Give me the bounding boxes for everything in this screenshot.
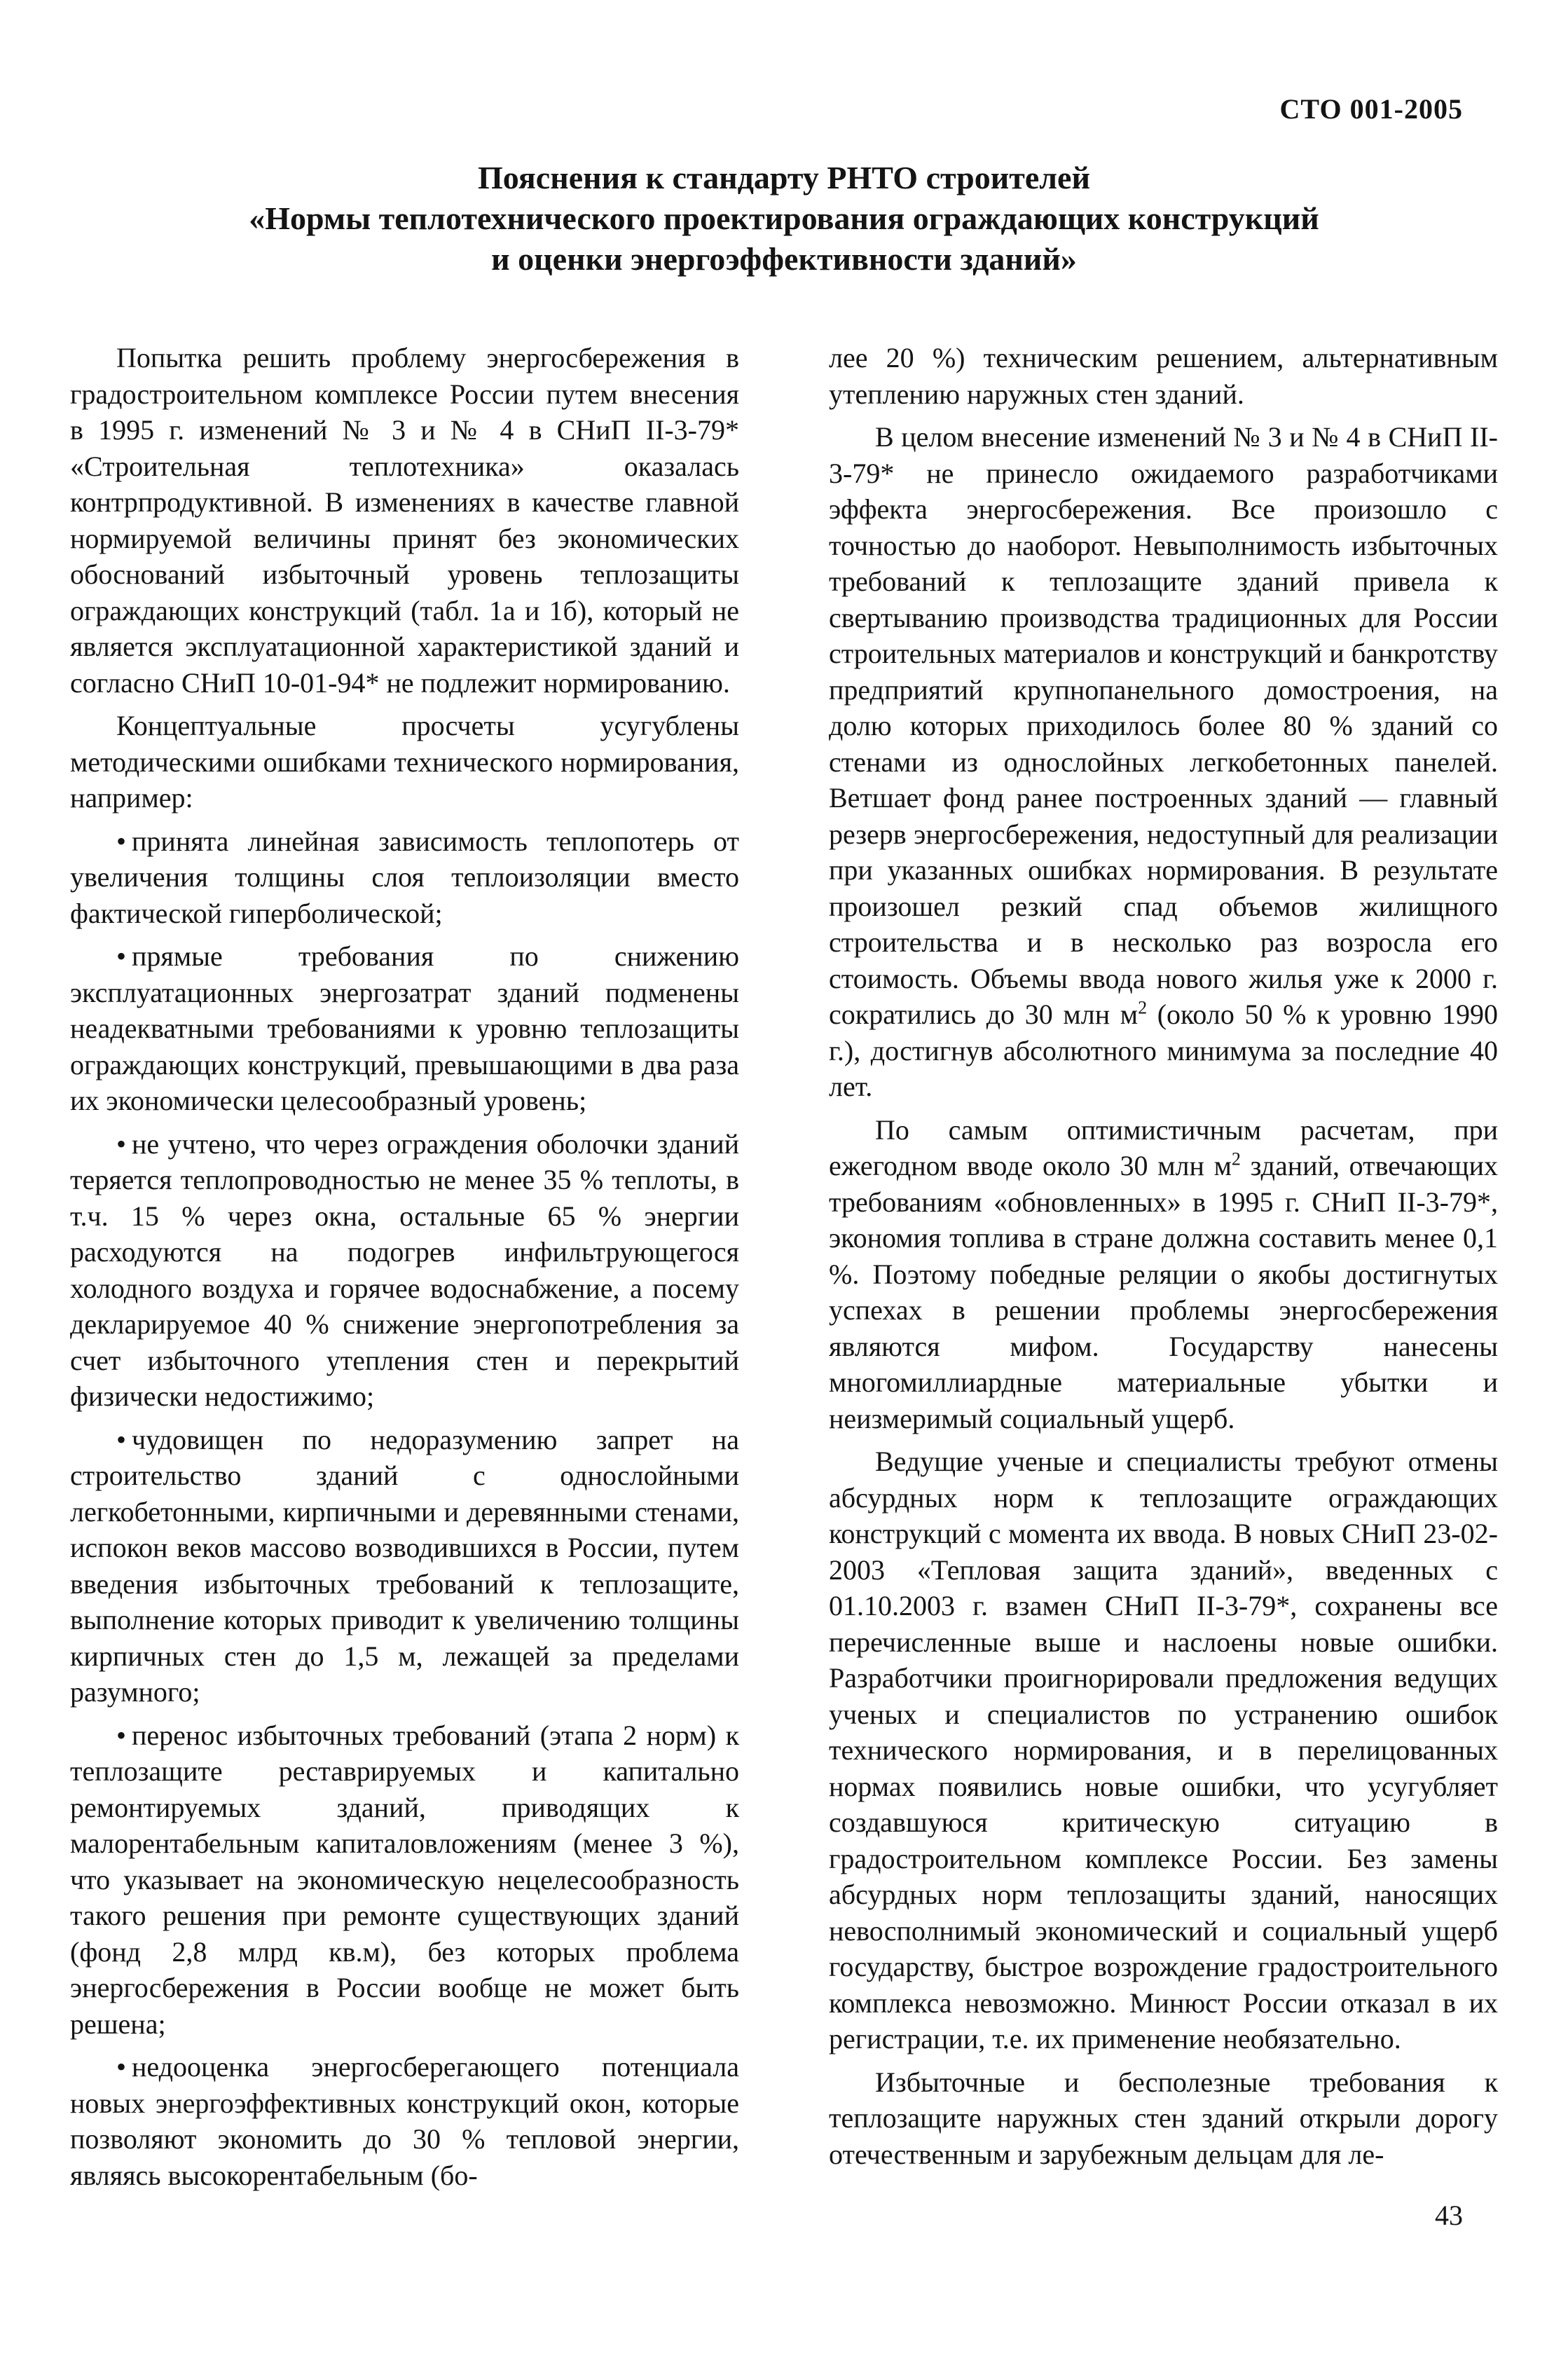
list-item (70, 823, 739, 932)
list-item-text: недооценка энергосберегающего потенциала новых энергоэффективных конструкций окон, которые позволяют экономить до 30 % тепловой энергии, являясь высокорентабельным (бо- (70, 2051, 739, 2191)
superscript: 2 (1138, 997, 1148, 1018)
superscript: 2 (1231, 1148, 1241, 1169)
list-item-text: перенос избыточных требований (этапа 2 норм) к теплозащите реставрируемых и капитально ремонтируемых зданий, приводящих к малорентабельным капиталовложениям (менее 3 %), что указывает на экономическую нецелесообразность такого решения при ремонте существующих зданий (фонд 2,8 млрд кв.м), без которых проблема энергосбережения в России вообще не может быть решена; (70, 1719, 739, 2040)
text-columns (70, 340, 1499, 2191)
list-item-text: принята линейная зависимость теплопотерь от увеличения толщины слоя теплоизоляции вместо фактической гиперболической; (70, 825, 739, 929)
bullet-icon: • (116, 1127, 127, 1160)
bullet-icon: • (116, 1423, 127, 1455)
title-line-1: Пояснения к стандарту РНТО строителей (478, 160, 1090, 195)
list-item (70, 1422, 739, 1710)
right-column (829, 340, 1499, 2170)
paragraph-continuation: лее 20 %) техническим решением, альтернативным утеплению наружных стен зданий. (829, 342, 1498, 410)
list-item-text: прямые требования по снижению эксплуатационных энергозатрат зданий подменены неадекватными требованиями к уровню теплозащиты ограждающих конструкций, превышающими в два раза их экономически целесообразный уровень; (70, 940, 739, 1116)
paragraph-text: В целом внесение изменений № 3 и № 4 в СНиП II-3-79* не принесло ожидаемого разработчиками эффекта энергосбережения. Все произошло с точностью до наоборот. Невыполнимость избыточных требований к теплозащите зданий привела к свертыванию производства традиционных для России строительных материалов и конструкций и банкротству предприятий крупнопанельного домостроения, на долю которых приходилось более 80 % зданий со стенами из однослойных легкобетонных панелей. Ветшает фонд ранее построенных зданий — главный резерв энергосбережения, недоступный для реализации при указанных ошибках нормирования. В результате произошел резкий спад объемов жилищного строительства и в несколько раз возросла его стоимость. Объемы ввода нового жилья уже к 2000 г. сократились до 30 млн м (829, 421, 1498, 1030)
paragraph: Попытка решить проблему энергосбережения в градостроительном комплексе России путем внесения в 1995 г. изменений № 3 и № 4 в СНиП II-3-79* «Строительная теплотехника» оказалась контрпродуктивной. В изменениях в качестве главной нормируемой величины принят без экономических обоснований избыточный уровень теплозащиты ограждающих конструкций (табл. 1а и 1б), который не является эксплуатационной характеристикой зданий и согласно СНиП 10-01-94* не подлежит нормированию. (70, 342, 739, 699)
paragraph: Концептуальные просчеты усугублены методическими ошибками технического нормирования, например: (70, 710, 739, 814)
list-item-text: не учтено, что через ограждения оболочки зданий теряется теплопроводностью не менее 35 % теплоты, в т.ч. 15 % через окна, остальные 65 % энергии расходуются на подогрев инфильтрующегося холодного воздуха и горячее водоснабжение, а посему декларируемое 40 % снижение энергопотребления за счет избыточного утепления стен и перекрытий физически недостижимо; (70, 1127, 739, 1412)
page-number: 43 (1435, 2200, 1463, 2231)
bullet-icon: • (116, 825, 127, 857)
paragraph-text: По самым оптимистичным расчетам, при ежегодном вводе около 30 млн м (829, 1113, 1498, 1181)
paragraph (829, 419, 1498, 1105)
paragraph (829, 1112, 1498, 1437)
left-column (70, 340, 739, 2191)
list-item (70, 1717, 739, 2043)
paragraph-text: (около 50 % к уровню 1990 г.), достигнув абсолютного минимума за последние 40 лет. (829, 999, 1498, 1102)
title-line-3: и оценки энергоэффективности зданий» (491, 241, 1077, 277)
paragraph: Избыточные и бесполезные требования к теплозащите наружных стен зданий открыли дорогу отечественным и зарубежным дельцам для ле- (829, 2066, 1498, 2170)
paragraph-text: зданий, отвечающих требованиям «обновленных» в 1995 г. СНиП II-3-79*, экономия топлива в стране должна составить менее 0,1 %. Поэтому победные реляции о якобы достигнутых успехах в решении проблемы энергосбережения являются мифом. Государству нанесены многомиллиардные материальные убытки и неизмеримый социальный ущерб. (829, 1150, 1499, 1434)
bullet-icon: • (116, 940, 127, 972)
list-item (70, 938, 739, 1119)
list-item (70, 1126, 739, 1415)
title-line-2: «Нормы теплотехнического проектирования ограждающих конструкций (249, 200, 1319, 236)
list-item-text: чудовищен по недоразумению запрет на строительство зданий с однослойными легкобетонными, кирпичными и деревянными стенами, испокон веков массово возводившихся в России, путем введения избыточных требований к теплозащите, выполнение которых приводит к увеличению толщины кирпичных стен до 1,5 м, лежащей за пределами разумного; (70, 1423, 739, 1708)
paragraph: Ведущие ученые и специалисты требуют отмены абсурдных норм к теплозащите ограждающих конструкций с момента их ввода. В новых СНиП 23-02-2003 «Тепловая защита зданий», введенных с 01.10.2003 г. взамен СНиП II-3-79*, сохранены все перечисленные выше и наслоены новые ошибки. Разработчики проигнорировали предложения ведущих ученых и специалистов по устранению ошибок технического нормирования, и в перелицованных нормах появились новые ошибки, что усугубляет создавшуюся критическую ситуацию в градостроительном комплексе России. Без замены абсурдных норм теплозащиты зданий, наносящих невосполнимый экономический и социальный ущерб государству, быстрое возрождение градостроительного комплекса невозможно. Минюст России отказал в их регистрации, т.е. их применение необязательно. (829, 1446, 1498, 2054)
bullet-icon: • (116, 2051, 127, 2083)
document-code: СТО 001-2005 (1279, 93, 1463, 125)
page-title (105, 158, 1463, 280)
list-item (70, 2049, 739, 2193)
bullet-icon: • (116, 1719, 127, 1751)
